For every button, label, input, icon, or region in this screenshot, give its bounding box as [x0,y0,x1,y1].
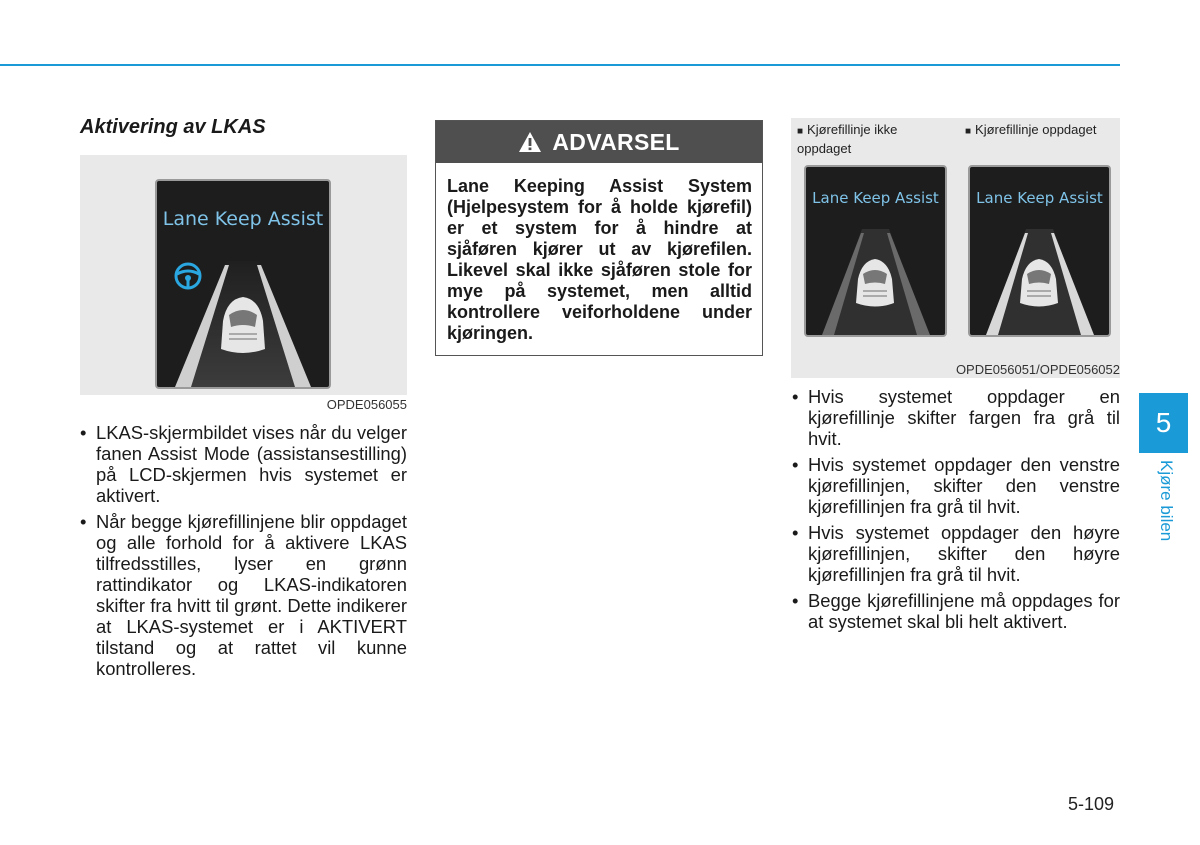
square-bullet-icon: ■ [797,126,804,137]
display-title: Lane Keep Assist [162,208,324,230]
display-title: Lane Keep Assist [812,189,939,207]
chapter-tab: 5 [1139,393,1188,453]
caption-text: Kjørefillinje oppdaget [975,122,1097,137]
lane-illustration-white [970,167,1109,335]
list-item: • Hvis systemet oppdager den høyre kjørefillinjen, skifter den høyre kjørefillinjen fra grå til hvit. [792,522,1120,585]
caption-not-detected [797,121,947,157]
left-bullet-list [80,422,407,684]
cluster-display-detected [968,165,1111,337]
figure-code: OPDE056051/OPDE056052 [955,362,1120,377]
header-rule [0,64,1120,66]
list-item: • Hvis systemet oppdager den venstre kjørefillinjen, skifter den venstre kjørefillinjen fra grå til hvit. [792,454,1120,517]
figure-code: OPDE056055 [326,397,407,412]
warning-triangle-icon [518,131,542,153]
list-item: • Begge kjørefillinjene må oppdages for at systemet skal bli helt aktivert. [792,590,1120,632]
caption-text: Kjørefillinje ikke oppdaget [797,122,898,156]
cluster-display-not-detected [804,165,947,337]
section-title: Aktivering av LKAS [80,116,266,138]
page-number: 5-109 [1068,794,1115,814]
list-item: • LKAS-skjermbildet vises når du velger fanen Assist Mode (assistansestilling) på LCD-skjermen hvis systemet er aktivert. [80,422,407,506]
display-title: Lane Keep Assist [976,189,1103,207]
warning-box [435,120,763,356]
lane-detection-figure [791,118,1120,378]
square-bullet-icon: ■ [965,126,972,137]
lane-illustration-grey [806,167,945,335]
list-item: • Når begge kjørefillinjene blir oppdaget og alle forhold for å aktivere LKAS tilfredsstilles, lyser en grønn rattindikator og LKAS-indikatoren skifter fra hvitt til grønt. Dette indikerer at LKAS-systemet er i AKTIVERT tilstand og at rattet vil kunne kontrolleres. [80,511,407,679]
caption-detected [965,121,1120,140]
warning-text: Lane Keeping Assist System (Hjelpesystem for å holde kjørefil) er et system for å hindre at sjåføren kjører ut av kjørefilen. Likevel skal ikke sjåføren stole for mye på systemet, men alltid kontrollere veiforholdene under kjøringen. [447,176,752,343]
warning-header [436,121,762,163]
right-bullet-list [792,386,1120,637]
steering-wheel-icon [173,261,203,291]
lkas-display-figure [80,155,407,412]
cluster-display [155,179,331,389]
warning-title: ADVARSEL [552,128,680,155]
chapter-label: Kjøre bilen [1157,460,1176,542]
list-item: • Hvis systemet oppdager en kjørefillinje skifter fargen fra grå til hvit. [792,386,1120,449]
